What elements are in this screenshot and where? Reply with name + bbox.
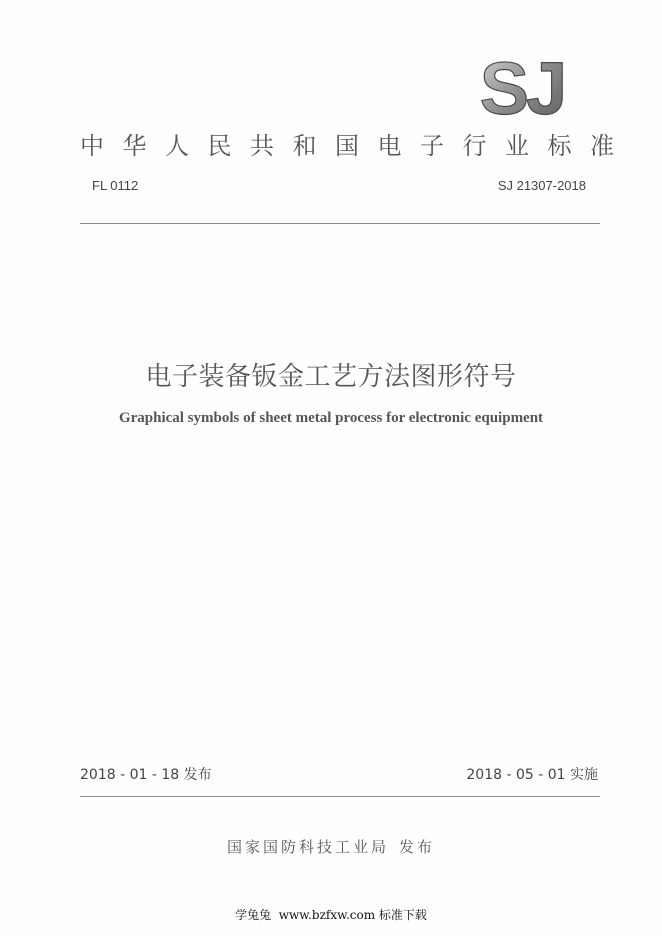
publisher-verb: 发布: [399, 838, 436, 856]
issuing-body-title: 中华人民共和国电子行业标准: [80, 132, 633, 160]
svg-text:SJ: SJ: [479, 50, 565, 122]
sj-logo: [470, 50, 574, 122]
standard-title-chinese: 电子装备钣金工艺方法图形符号: [145, 362, 517, 392]
implementation-date: 2018 - 05 - 01 实施: [466, 767, 598, 783]
standard-number: SJ 21307-2018: [497, 178, 586, 193]
issue-date: 2018 - 01 - 18 发布: [80, 767, 212, 783]
footer-divider: [80, 796, 600, 797]
header-divider: [80, 223, 600, 224]
publisher-name: 国家国防科技工业局: [226, 838, 389, 856]
classification-code: FL 0112: [92, 178, 139, 193]
download-watermark: 学兔兔 www.bzfxw.com 标准下载: [235, 908, 427, 922]
publisher-line: [0, 836, 662, 857]
standard-title-english: Graphical symbols of sheet metal process for electronic equipment: [118, 410, 544, 426]
